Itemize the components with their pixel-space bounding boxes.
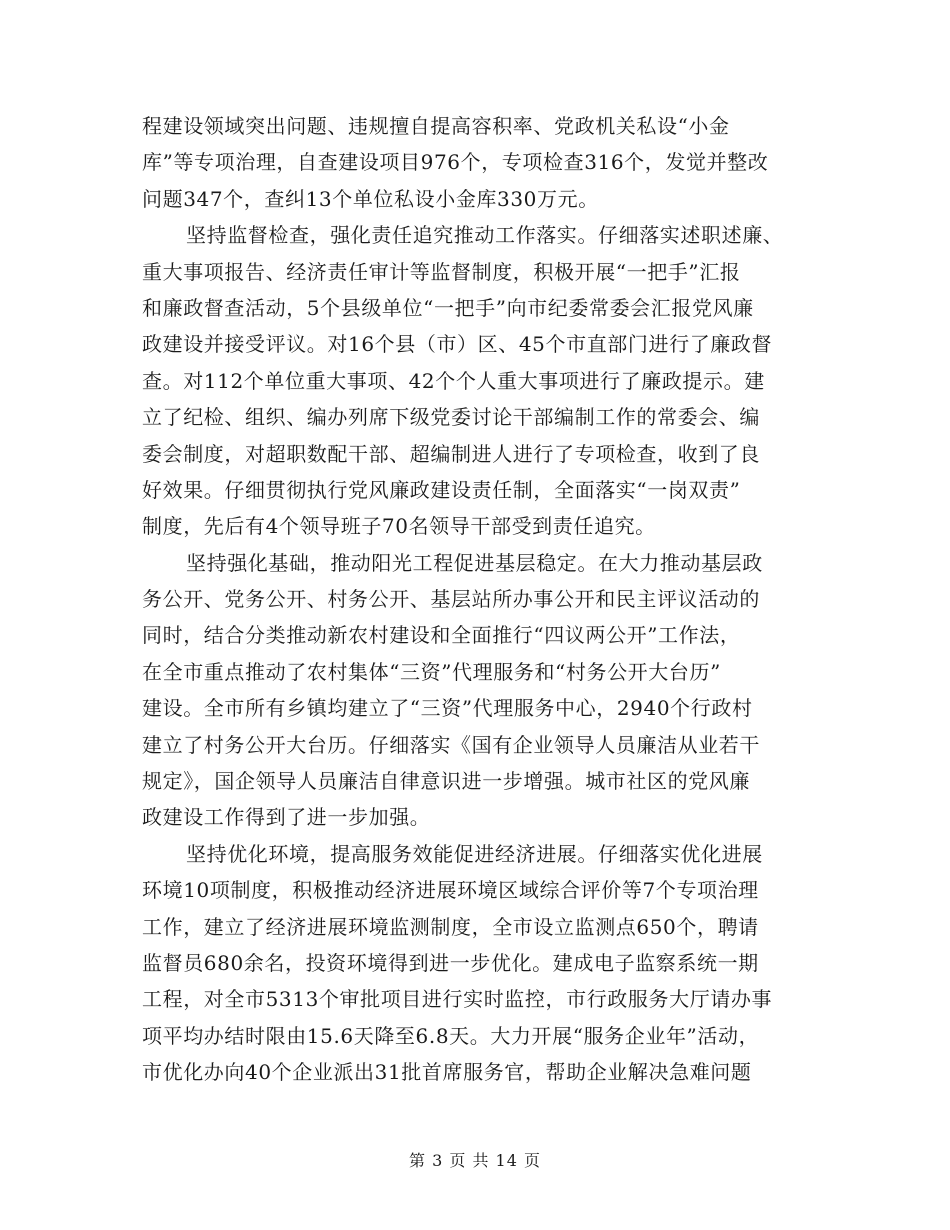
text-line: 问题347个，查纠13个单位私设小金库330万元。 xyxy=(142,186,599,211)
text-line: 库”等专项治理，自查建设项目976个，专项检查316个，发觉并整改 xyxy=(142,150,769,175)
text-line: 重大事项报告、经济责任审计等监督制度，积极开展“一把手”汇报 xyxy=(142,259,741,284)
text-line: 环境10项制度，积极推动经济进展环境区域综合评价等7个专项治理 xyxy=(142,878,759,903)
text-line: 市优化办向40个企业派出31批首席服务官，帮助企业解决急难问题 xyxy=(142,1060,752,1085)
body-text xyxy=(142,108,812,1091)
text-line: 项平均办结时限由15.6天降至6.8天。大力开展“服务企业年”活动， xyxy=(142,1023,760,1048)
text-line: 建设。全市所有乡镇均建立了“三资”代理服务中心，2940个行政村 xyxy=(142,696,753,721)
page-number-footer: 第 3 页 共 14 页 xyxy=(409,1151,541,1170)
text-line: 工作，建立了经济进展环境监测制度，全市设立监测点650个，聘请 xyxy=(142,914,759,939)
text-line: 和廉政督查活动，5个县级单位“一把手”向市纪委常委会汇报党风廉 xyxy=(142,295,754,320)
text-line: 委会制度，对超职数配干部、超编制进人进行了专项检查，收到了良 xyxy=(142,441,760,466)
paragraph-first-line: 坚持强化基础，推动阳光工程促进基层稳定。在大力推动基层政 xyxy=(186,550,763,575)
text-line: 工程，对全市5313个审批项目进行实时监控，市行政服务大厅请办事 xyxy=(142,987,773,1012)
text-line: 程建设领域突出问题、违规擅自提高容积率、党政机关私设“小金 xyxy=(142,114,730,138)
text-line: 规定》，国企领导人员廉洁自律意识进一步增强。城市社区的党风廉 xyxy=(142,769,750,794)
text-line: 监督员680余名，投资环境得到进一步优化。建成电子监察系统一期 xyxy=(142,950,759,975)
text-line: 制度，先后有4个领导班子70名领导干部受到责任追究。 xyxy=(142,514,656,539)
text-line: 务公开、党务公开、村务公开、基层站所办事公开和民主评议活动的 xyxy=(142,587,760,612)
text-line: 好效果。仔细贯彻执行党风廉政建设责任制，全面落实“一岗双责” xyxy=(142,477,741,502)
text-line: 查。对112个单位重大事项、42个个人重大事项进行了廉政提示。建 xyxy=(142,368,765,393)
text-line: 在全市重点推动了农村集体“三资”代理服务和“村务公开大台历” xyxy=(142,659,721,684)
text-line: 建立了村务公开大台历。仔细落实《国有企业领导人员廉洁从业若干 xyxy=(142,732,760,757)
paragraph-first-line: 坚持优化环境，提高服务效能促进经济进展。仔细落实优化进展 xyxy=(186,841,763,866)
paragraph-first-line: 坚持监督检查，强化责任追究推动工作落实。仔细落实述职述廉、 xyxy=(186,223,784,248)
text-line: 政建设并接受评议。对16个县（市）区、45个市直部门进行了廉政督 xyxy=(142,332,773,357)
text-line: 立了纪检、组织、编办列席下级党委讨论干部编制工作的常委会、编 xyxy=(142,405,760,430)
text-line: 政建设工作得到了进一步加强。 xyxy=(142,805,431,830)
text-line: 同时，结合分类推动新农村建设和全面推行“四议两公开”工作法， xyxy=(142,623,741,648)
